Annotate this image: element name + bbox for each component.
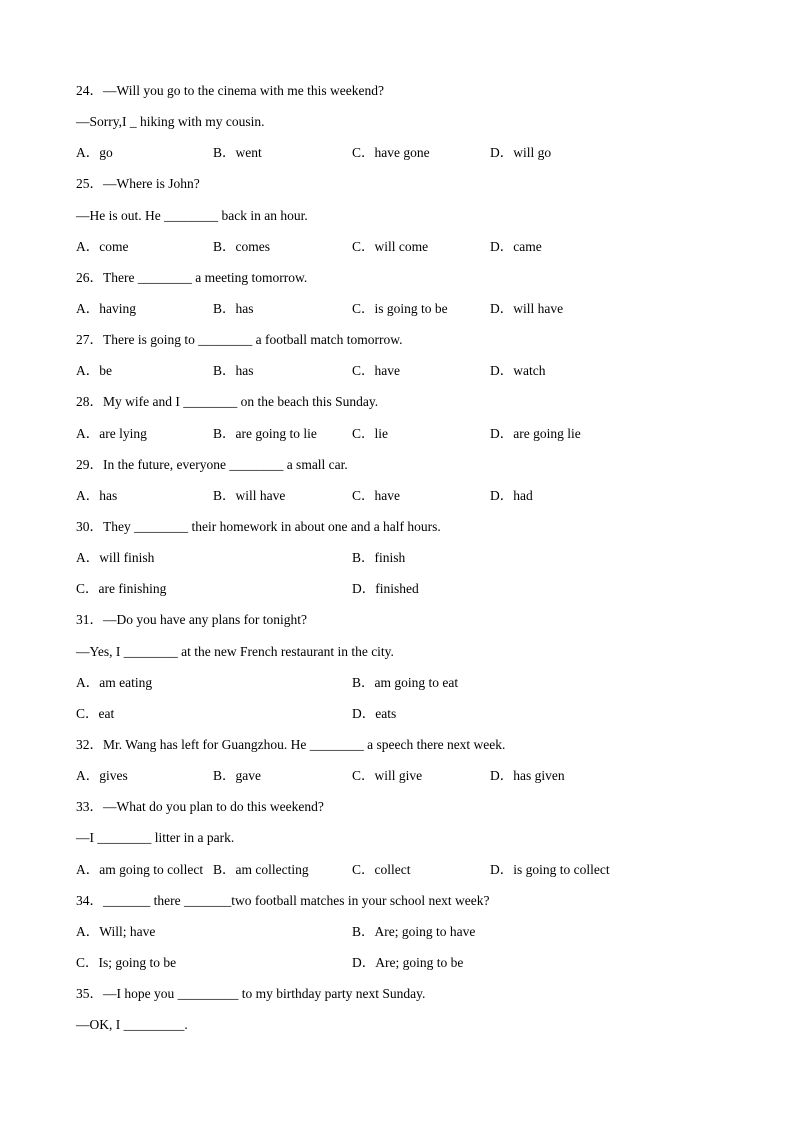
answer-option[interactable]: B．went (213, 145, 262, 161)
answer-option[interactable]: B．Are; going to have (352, 923, 476, 939)
answer-option[interactable]: C．eat (76, 705, 115, 721)
answer-option[interactable]: A．am going to collect (76, 861, 204, 877)
answer-option[interactable]: D．watch (490, 363, 546, 379)
answer-option[interactable]: D．will go (490, 145, 552, 161)
answer-option[interactable]: A．will finish (76, 550, 155, 566)
question-stem: 33．—What do you plan to do this weekend? (76, 799, 324, 815)
question-stem: 26．There ________ a meeting tomorrow. (76, 269, 308, 285)
question-stem: 35．—I hope you _________ to my birthday party next Sunday. (76, 986, 426, 1002)
answer-option[interactable]: B．gave (213, 768, 261, 784)
answer-option[interactable]: D．eats (352, 705, 397, 721)
answer-option[interactable]: A．be (76, 363, 112, 379)
answer-option[interactable]: D．are going lie (490, 425, 581, 441)
question-stem: 31．—Do you have any plans for tonight? (76, 612, 307, 628)
question-dialogue-line: —OK, I _________. (76, 1017, 188, 1033)
answer-option[interactable]: A．having (76, 300, 136, 316)
answer-option[interactable]: A．am eating (76, 674, 153, 690)
question-dialogue-line: —I ________ litter in a park. (76, 830, 235, 846)
answer-option[interactable]: B．am going to eat (352, 674, 459, 690)
answer-option[interactable]: A．gives (76, 768, 128, 784)
answer-option[interactable]: C．have gone (352, 145, 430, 161)
options-row (76, 672, 716, 703)
answer-option[interactable]: B．comes (213, 238, 270, 254)
answer-option[interactable]: A．go (76, 145, 113, 161)
answer-option[interactable]: C．is going to be (352, 300, 448, 316)
options-row (76, 547, 716, 578)
question-stem: 28．My wife and I ________ on the beach this Sunday. (76, 394, 379, 410)
answer-option[interactable]: A．has (76, 487, 118, 503)
question-stem: 29．In the future, everyone ________ a small car. (76, 456, 348, 472)
options-row (76, 765, 716, 796)
options-row (76, 485, 716, 516)
options-row (76, 142, 716, 173)
options-row (76, 578, 716, 609)
options-row (76, 952, 716, 983)
question-dialogue-line: —He is out. He ________ back in an hour. (76, 207, 308, 223)
options-row (76, 298, 716, 329)
options-row (76, 921, 716, 952)
options-row (76, 703, 716, 734)
options-row (76, 236, 716, 267)
answer-option[interactable]: D．has given (490, 768, 565, 784)
answer-option[interactable]: B．am collecting (213, 861, 309, 877)
answer-option[interactable]: A．come (76, 238, 129, 254)
answer-option[interactable]: D．will have (490, 300, 564, 316)
answer-option[interactable]: C．will give (352, 768, 423, 784)
answer-option[interactable]: C．have (352, 487, 400, 503)
question-stem: 24．—Will you go to the cinema with me this weekend? (76, 83, 385, 98)
answer-option[interactable]: C．lie (352, 425, 388, 441)
answer-option[interactable]: A．Will; have (76, 923, 156, 939)
answer-option[interactable]: D．Are; going to be (352, 954, 464, 970)
options-row (76, 859, 716, 890)
question-stem: 32．Mr. Wang has left for Guangzhou. He ________ a speech there next week. (76, 736, 506, 752)
question-stem: 27．There is going to ________ a football match tomorrow. (76, 332, 403, 348)
answer-option[interactable]: C．Is; going to be (76, 954, 177, 970)
answer-option[interactable]: A．are lying (76, 425, 147, 441)
answer-option[interactable]: C．have (352, 363, 400, 379)
answer-option[interactable]: D．finished (352, 581, 419, 597)
question-stem: 30．They ________ their homework in about one and a half hours. (76, 518, 441, 534)
answer-option[interactable]: B．are going to lie (213, 425, 317, 441)
answer-option[interactable]: B．will have (213, 487, 286, 503)
answer-option[interactable]: D．came (490, 238, 542, 254)
worksheet-page (76, 80, 716, 1045)
options-row (76, 360, 716, 391)
question-dialogue-line: —Sorry,I _ hiking with my cousin. (76, 114, 265, 130)
question-dialogue-line: —Yes, I ________ at the new French restaurant in the city. (76, 643, 394, 659)
answer-option[interactable]: C．are finishing (76, 581, 167, 597)
answer-option[interactable]: B．has (213, 363, 254, 379)
answer-option[interactable]: C．collect (352, 861, 411, 877)
question-stem: 25．—Where is John? (76, 176, 200, 192)
answer-option[interactable]: B．finish (352, 550, 406, 566)
answer-option[interactable]: C．will come (352, 238, 429, 254)
answer-option[interactable]: D．had (490, 487, 533, 503)
answer-option[interactable]: B．has (213, 300, 254, 316)
options-row (76, 423, 716, 454)
question-stem: 34．_______ there _______two football matches in your school next week? (76, 892, 490, 908)
answer-option[interactable]: D．is going to collect (490, 861, 610, 877)
